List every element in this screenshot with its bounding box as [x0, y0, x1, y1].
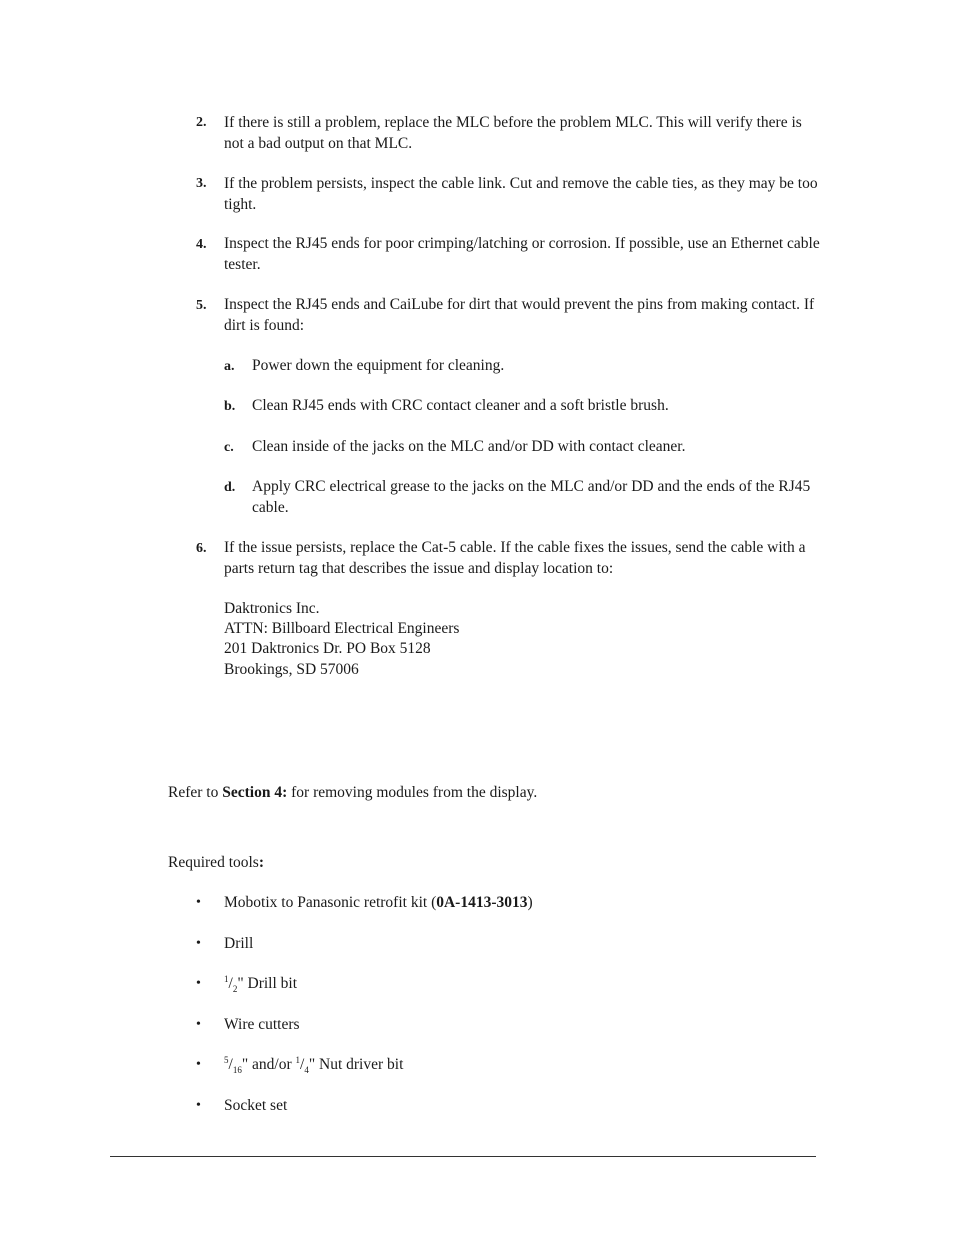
tool-text: [224, 1055, 403, 1076]
fraction-denominator: 4: [304, 1065, 309, 1076]
tool-text: [224, 974, 297, 995]
bullet-icon: •: [196, 1017, 201, 1032]
address-line: Daktronics Inc.: [224, 600, 320, 617]
tools-colon: :: [258, 854, 265, 871]
tool-text: [224, 893, 533, 914]
substep-letter: a.: [224, 359, 235, 374]
tool-text-prefix: Mobotix to Panasonic retrofit kit (: [224, 894, 437, 911]
substep-text: Power down the equipment for cleaning.: [252, 357, 505, 374]
substep-text: Clean inside of the jacks on the MLC and/or DD with contact cleaner.: [252, 438, 686, 455]
section-reference: Section 4:: [222, 784, 288, 801]
substep-text: Clean RJ45 ends with CRC contact cleaner and a soft bristle brush.: [252, 397, 669, 414]
bullet-icon: •: [196, 1057, 201, 1072]
refer-paragraph: [168, 783, 537, 804]
bullet-icon: •: [196, 936, 201, 951]
fraction-slash: /: [300, 1056, 305, 1073]
substep-letter: c.: [224, 440, 234, 455]
tool-text-suffix: " Nut driver bit: [308, 1056, 404, 1073]
tool-text-suffix: " Drill bit: [237, 975, 298, 992]
step-text: If the issue persists, replace the Cat-5 cable. If the cable fixes the issues, send the cable with a parts return tag that describes the issue and display location to:: [224, 539, 806, 577]
refer-prefix: Refer to: [168, 784, 223, 801]
tools-label: Required tools: [168, 854, 259, 871]
tool-text: Wire cutters: [224, 1016, 300, 1033]
fraction-denominator: 2: [232, 984, 238, 995]
address-line: ATTN: Billboard Electrical Engineers: [224, 620, 460, 637]
fraction-slash: /: [228, 1056, 233, 1073]
step-text: Inspect the RJ45 ends for poor crimping/latching or corrosion. If possible, use an Ethernet cable tester.: [224, 235, 820, 273]
address-line: 201 Daktronics Dr. PO Box 5128: [224, 640, 431, 657]
refer-suffix: for removing modules from the display.: [287, 784, 538, 801]
tool-text-middle: " and/or: [241, 1056, 296, 1073]
fraction-slash: /: [228, 975, 233, 992]
fraction-denominator: 16: [232, 1065, 242, 1076]
step-number: 6.: [196, 541, 207, 556]
substep-text: Apply CRC electrical grease to the jacks on the MLC and/or DD and the ends of the RJ45 cable.: [252, 478, 811, 516]
fraction-numerator: 1: [224, 973, 229, 984]
step-number: 4.: [196, 237, 207, 252]
required-tools-label: [168, 853, 264, 874]
tool-text-suffix: ): [527, 894, 533, 911]
step-number: 2.: [196, 115, 207, 130]
step-text: If the problem persists, inspect the cable link. Cut and remove the cable ties, as they may be too tight.: [224, 175, 818, 213]
step-number: 3.: [196, 176, 207, 191]
bullet-icon: •: [196, 976, 201, 991]
part-number: 0A-1413-3013: [436, 894, 528, 911]
bullet-icon: •: [196, 895, 201, 910]
substep-letter: b.: [224, 399, 236, 414]
step-number: 5.: [196, 298, 207, 313]
bullet-icon: •: [196, 1098, 201, 1113]
substep-letter: d.: [224, 480, 236, 495]
tool-text: Drill: [224, 935, 254, 952]
tool-text: Socket set: [224, 1097, 288, 1114]
fraction-numerator: 1: [295, 1054, 300, 1065]
fraction-numerator: 5: [224, 1054, 229, 1065]
address-line: Brookings, SD 57006: [224, 661, 359, 678]
footer-divider: [110, 1156, 816, 1157]
step-text: If there is still a problem, replace the MLC before the problem MLC. This will verify there is not a bad output on that MLC.: [224, 114, 802, 152]
step-text: Inspect the RJ45 ends and CaiLube for dirt that would prevent the pins from making contact. If dirt is found:: [224, 296, 815, 334]
